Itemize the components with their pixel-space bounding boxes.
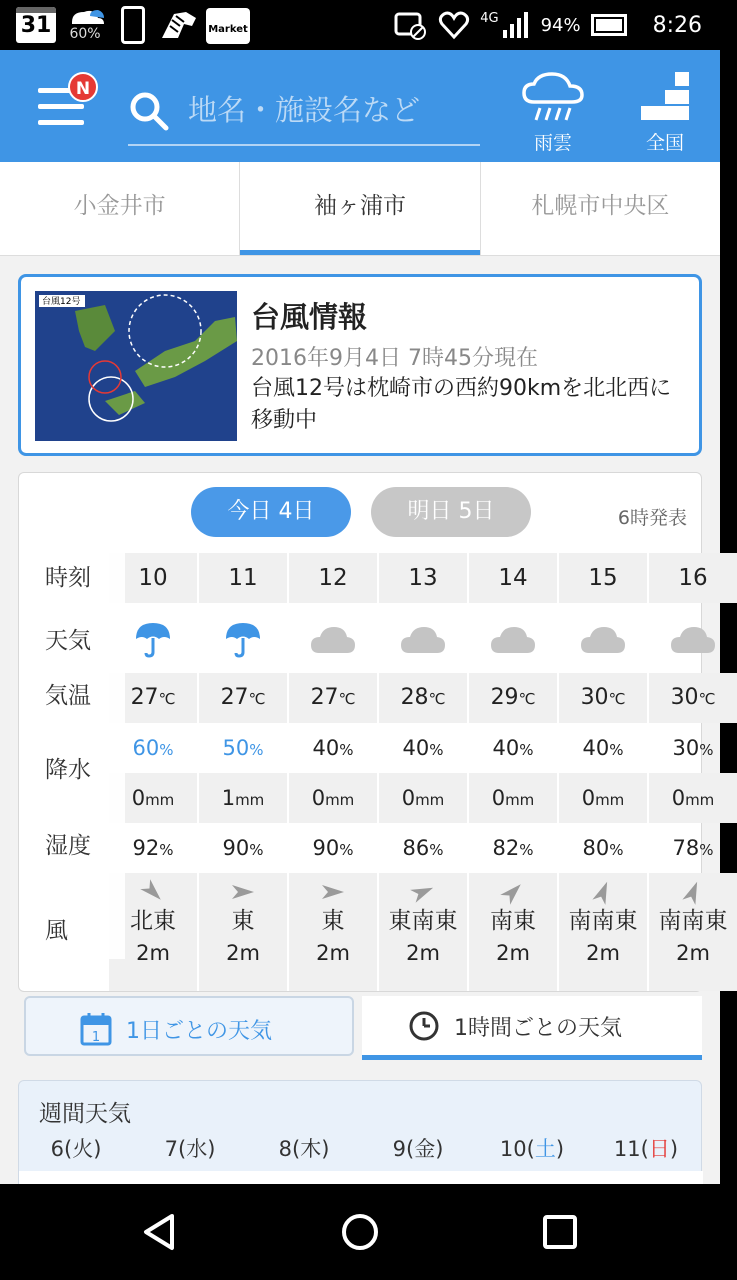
network-type: 4G	[480, 10, 499, 26]
search-icon	[128, 90, 170, 132]
rain-cloud-label: 雨雲	[533, 132, 572, 154]
precip-probability-unit: %	[249, 741, 264, 759]
cloud-icon	[309, 621, 357, 657]
precip-amount-value: 0	[311, 786, 326, 810]
humidity-value: 90	[312, 836, 340, 860]
calendar-icon-text: 1	[91, 1030, 101, 1045]
cloud-icon	[669, 621, 717, 657]
temperature-value: 27	[220, 685, 249, 710]
precip-amount-unit: mm	[145, 791, 175, 809]
precip-probability-unit: %	[429, 741, 444, 759]
hour-label: 11	[199, 553, 287, 603]
wind-speed: 2m	[586, 941, 620, 965]
hour-column	[649, 553, 737, 993]
precip-probability-cell	[649, 723, 737, 773]
precip-probability-value: 40	[582, 736, 610, 760]
label-time: 時刻	[45, 565, 91, 591]
weather-cell	[199, 613, 287, 663]
typhoon-map-image	[35, 291, 237, 441]
temperature-value: 30	[670, 685, 699, 710]
weekly-day-dow: 金	[414, 1137, 436, 1161]
rain-cloud-icon	[520, 70, 586, 126]
hour-column	[559, 553, 647, 993]
precip-amount-cell	[469, 773, 557, 823]
precip-amount-value: 0	[401, 786, 416, 810]
hour-column	[379, 553, 467, 993]
tab-sapporo-chuo[interactable]: 札幌市中央区	[531, 193, 670, 219]
precip-probability-cell	[469, 723, 557, 773]
precip-amount-unit: mm	[235, 791, 265, 809]
wind-speed: 2m	[496, 941, 530, 965]
hour-label: 12	[289, 553, 377, 603]
wind-direction: 北東	[130, 908, 176, 934]
humidity-cell	[199, 823, 287, 873]
precip-amount-unit: mm	[595, 791, 625, 809]
wind-direction-arrow-icon	[500, 881, 526, 903]
cloud-icon	[579, 621, 627, 657]
daily-view-label: 1日ごとの天気	[126, 1018, 272, 1044]
label-weather: 天気	[45, 628, 91, 654]
weekly-day-dow: 木	[300, 1137, 322, 1161]
humidity-value: 86	[402, 836, 430, 860]
wind-speed: 2m	[676, 941, 710, 965]
temperature-value: 27	[310, 685, 339, 710]
weekly-day-date: 8	[278, 1137, 292, 1161]
humidity-unit: %	[339, 841, 354, 859]
search-box[interactable]	[128, 80, 480, 146]
system-nav-bar	[0, 1184, 720, 1280]
hour-label: 16	[649, 553, 737, 603]
precip-amount-value: 0	[131, 786, 146, 810]
cloud-icon	[489, 621, 537, 657]
wind-cell	[649, 873, 737, 991]
humidity-value: 80	[582, 836, 610, 860]
temperature-unit: ℃	[428, 690, 446, 708]
weather-cell	[289, 613, 377, 663]
precip-amount-value: 1	[221, 786, 236, 810]
wind-cell	[379, 873, 467, 991]
home-icon[interactable]	[338, 1210, 382, 1254]
wind-direction: 南南東	[658, 908, 728, 934]
weekly-day-dow: 火	[72, 1137, 94, 1161]
precip-probability-value: 40	[402, 736, 430, 760]
hourly-view-button[interactable]	[362, 996, 702, 1060]
rain-percent-text: 60%	[69, 26, 101, 42]
status-bar	[0, 0, 720, 50]
weekly-day: 9(金)	[392, 1137, 444, 1161]
temperature-value: 27	[130, 685, 159, 710]
temperature-cell	[559, 673, 647, 723]
weather-cell	[379, 613, 467, 663]
temperature-cell	[469, 673, 557, 723]
precip-probability-value: 50	[222, 736, 250, 760]
temperature-value: 28	[400, 685, 429, 710]
precip-amount-cell	[559, 773, 647, 823]
precip-amount-unit: mm	[505, 791, 535, 809]
hour-column	[199, 553, 287, 993]
umbrella-icon	[223, 619, 263, 659]
wind-cell	[289, 873, 377, 991]
precip-probability-cell	[379, 723, 467, 773]
today-button[interactable]: 今日 4日	[191, 487, 351, 537]
humidity-cell	[649, 823, 737, 873]
search-input[interactable]	[188, 88, 478, 132]
humidity-unit: %	[249, 841, 264, 859]
temperature-unit: ℃	[518, 690, 536, 708]
weekly-days	[19, 1133, 703, 1163]
weekly-day: 10(土)	[499, 1137, 565, 1161]
market-label: Market	[208, 24, 248, 35]
humidity-unit: %	[429, 841, 444, 859]
weekly-day-date: 10	[499, 1137, 527, 1161]
wind-direction-arrow-icon	[230, 881, 256, 903]
calendar-date-text: 31	[20, 13, 52, 38]
humidity-unit: %	[609, 841, 624, 859]
weekly-day-dow: 日	[648, 1137, 670, 1161]
battery-icon	[591, 14, 627, 36]
precip-probability-unit: %	[609, 741, 624, 759]
clock-icon	[408, 1010, 440, 1042]
humidity-value: 92	[132, 836, 160, 860]
japan-map-icon	[635, 70, 695, 126]
wind-speed: 2m	[136, 941, 170, 965]
typhoon-timestamp: 2016年9月4日 7時45分現在	[251, 346, 538, 371]
weekly-title: 週間天気	[39, 1101, 131, 1127]
tab-koganei[interactable]: 小金井市	[73, 193, 166, 219]
hourly-view-label: 1時間ごとの天気	[454, 1015, 622, 1041]
no-sim-icon	[394, 10, 428, 40]
wind-speed: 2m	[226, 941, 260, 965]
humidity-cell	[289, 823, 377, 873]
precip-amount-unit: mm	[685, 791, 715, 809]
cloud-icon	[399, 621, 447, 657]
hour-label: 14	[469, 553, 557, 603]
label-temp: 気温	[45, 683, 91, 709]
calendar-icon	[80, 1012, 112, 1046]
wind-direction: 東南東	[388, 908, 458, 934]
market-icon	[206, 8, 250, 44]
temperature-cell	[289, 673, 377, 723]
wind-cell	[559, 873, 647, 991]
zebra-icon	[158, 8, 200, 42]
status-right-group	[394, 0, 702, 50]
row-labels	[19, 553, 125, 959]
rain-cloud-button[interactable]	[508, 70, 598, 156]
precip-amount-cell	[379, 773, 467, 823]
app-header	[0, 50, 720, 162]
precip-amount-cell	[289, 773, 377, 823]
temperature-unit: ℃	[248, 690, 266, 708]
humidity-unit: %	[519, 841, 534, 859]
hourly-forecast-card	[18, 472, 728, 992]
hour-column	[469, 553, 557, 993]
wind-direction: 南南東	[568, 908, 638, 934]
nationwide-label: 全国	[645, 132, 684, 154]
precip-amount-value: 0	[581, 786, 596, 810]
city-tabs	[0, 162, 720, 256]
temperature-unit: ℃	[608, 690, 626, 708]
precip-probability-unit: %	[699, 741, 714, 759]
temperature-value: 29	[490, 685, 519, 710]
precip-probability-cell	[199, 723, 287, 773]
hour-column	[289, 553, 377, 993]
label-precip: 降水	[45, 757, 91, 783]
humidity-cell	[469, 823, 557, 873]
wind-speed: 2m	[316, 941, 350, 965]
precip-amount-cell	[649, 773, 737, 823]
weekly-forecast-card[interactable]	[18, 1080, 702, 1200]
tab-sodegaura[interactable]: 袖ヶ浦市	[239, 162, 480, 255]
precip-probability-cell	[289, 723, 377, 773]
humidity-value: 82	[492, 836, 520, 860]
precip-amount-value: 0	[671, 786, 686, 810]
clock-time: 8:26	[652, 12, 702, 38]
humidity-cell	[559, 823, 647, 873]
humidity-value: 78	[672, 836, 700, 860]
weekly-day-dow: 土	[534, 1137, 556, 1161]
wind-speed: 2m	[406, 941, 440, 965]
wind-direction: 東	[231, 908, 255, 934]
precip-probability-unit: %	[339, 741, 354, 759]
wind-direction: 東	[321, 908, 345, 934]
precip-amount-value: 0	[491, 786, 506, 810]
typhoon-card[interactable]	[18, 274, 702, 456]
hour-label: 15	[559, 553, 647, 603]
temperature-unit: ℃	[338, 690, 356, 708]
temperature-cell	[199, 673, 287, 723]
typhoon-description: 台風12号は枕崎市の西約90kmを北北西に移動中	[251, 376, 672, 433]
weekly-day: 11(日)	[613, 1137, 679, 1161]
heart-icon	[438, 10, 470, 40]
precip-probability-cell	[559, 723, 647, 773]
weekly-day: 8(木)	[278, 1137, 330, 1161]
precip-probability-value: 60	[132, 736, 160, 760]
wind-cell	[469, 873, 557, 991]
wind-direction: 南東	[490, 908, 536, 934]
wind-direction-arrow-icon	[590, 881, 616, 903]
weather-cell	[469, 613, 557, 663]
typhoon-map-label: 台風12号	[42, 297, 81, 307]
main-content	[0, 256, 728, 1184]
precip-probability-value: 30	[672, 736, 700, 760]
temperature-unit: ℃	[158, 690, 176, 708]
precip-probability-value: 40	[492, 736, 520, 760]
weekly-day-date: 9	[392, 1137, 406, 1161]
weekly-day-dow: 水	[186, 1137, 208, 1161]
recents-icon[interactable]	[538, 1210, 582, 1254]
precip-probability-unit: %	[159, 741, 174, 759]
hour-label: 13	[379, 553, 467, 603]
humidity-value: 90	[222, 836, 250, 860]
temperature-cell	[379, 673, 467, 723]
phone-icon	[121, 6, 145, 44]
temperature-value: 30	[580, 685, 609, 710]
label-wind: 風	[45, 918, 68, 944]
weather-cell	[649, 613, 737, 663]
signal-icon	[501, 12, 531, 38]
wind-direction-arrow-icon	[140, 881, 166, 903]
wind-cell	[199, 873, 287, 991]
wind-direction-arrow-icon	[410, 881, 436, 903]
precip-probability-value: 40	[312, 736, 340, 760]
precip-amount-cell	[199, 773, 287, 823]
weekly-day-date: 6	[50, 1137, 64, 1161]
issued-time: 6時発表	[617, 507, 687, 529]
calendar-notification-icon	[16, 7, 56, 43]
hourly-grid[interactable]	[125, 553, 728, 993]
wind-direction-arrow-icon	[320, 881, 346, 903]
weekly-day: 6(火)	[50, 1137, 102, 1161]
humidity-unit: %	[699, 841, 714, 859]
tomorrow-button[interactable]: 明日 5日	[371, 487, 531, 537]
temperature-cell	[649, 673, 737, 723]
daily-view-button[interactable]	[24, 996, 354, 1056]
hour-label: 10	[109, 553, 197, 603]
weekly-day-date: 11	[613, 1137, 641, 1161]
weekly-day: 7(水)	[164, 1137, 216, 1161]
temperature-unit: ℃	[698, 690, 716, 708]
nationwide-button[interactable]	[620, 70, 710, 156]
umbrella-icon	[133, 619, 173, 659]
precip-amount-unit: mm	[325, 791, 355, 809]
humidity-unit: %	[159, 841, 174, 859]
wind-direction-arrow-icon	[680, 881, 706, 903]
back-icon[interactable]	[138, 1210, 182, 1254]
humidity-cell	[379, 823, 467, 873]
weather-cell	[559, 613, 647, 663]
label-humidity: 湿度	[45, 833, 91, 859]
notification-badge: N	[68, 72, 98, 102]
precip-probability-unit: %	[519, 741, 534, 759]
precip-amount-unit: mm	[415, 791, 445, 809]
weekly-day-date: 7	[164, 1137, 178, 1161]
typhoon-title: 台風情報	[251, 300, 368, 334]
battery-percent: 94%	[540, 14, 581, 36]
